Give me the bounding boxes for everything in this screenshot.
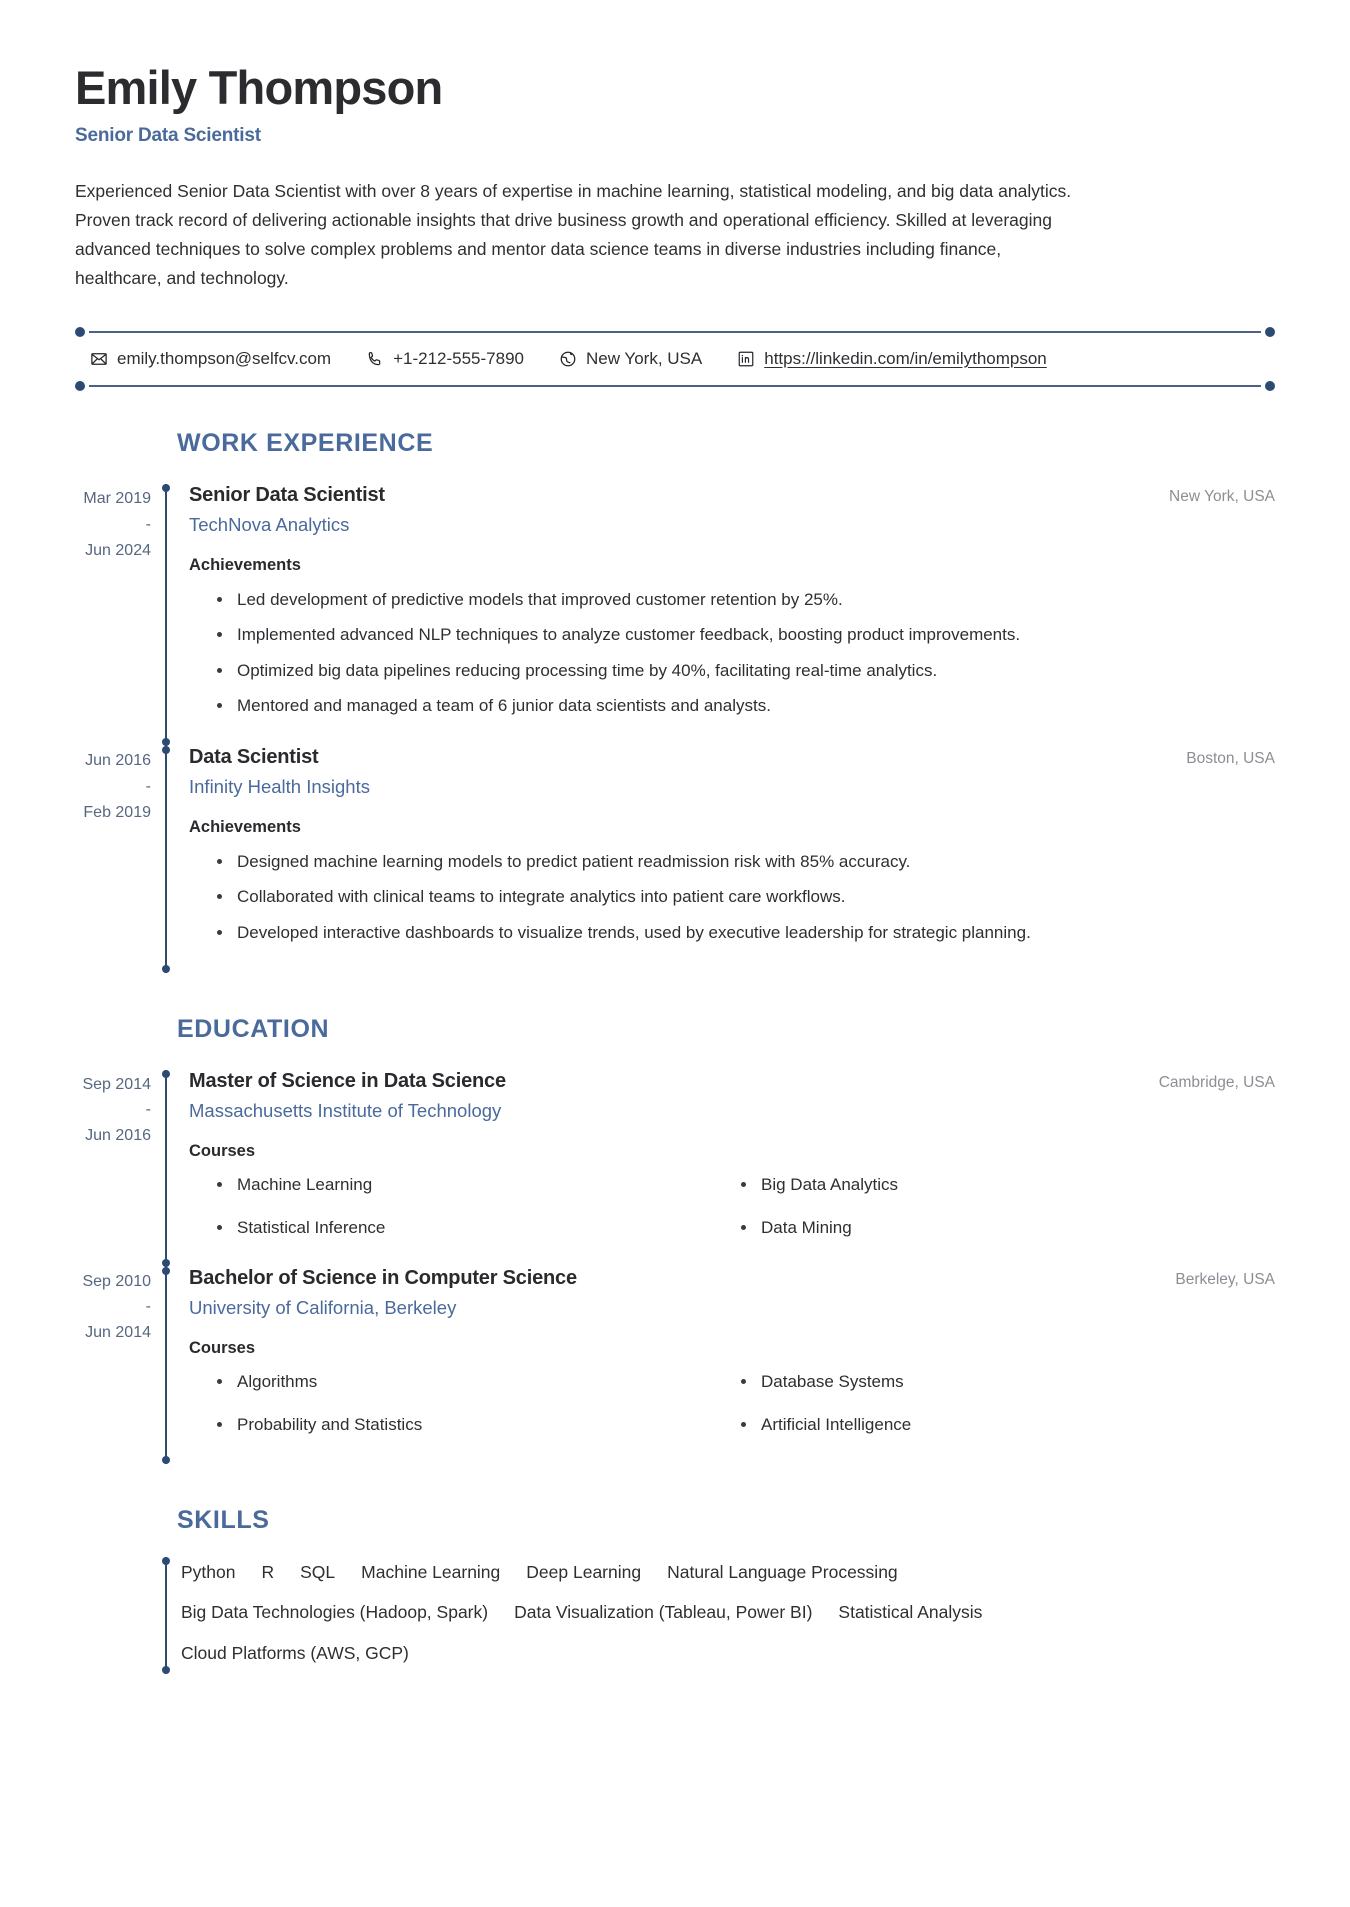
section-title-work: WORK EXPERIENCE xyxy=(177,428,434,457)
job-headline: Senior Data Scientist xyxy=(75,124,261,146)
skill-tag: Python xyxy=(181,1561,236,1582)
date-start: Sep 2014 xyxy=(82,1075,151,1093)
contact-top-rule xyxy=(89,331,1261,333)
education-entry-dates xyxy=(75,1267,165,1464)
work-entry-location: New York, USA xyxy=(1169,487,1275,505)
contact-email-text: emily.thompson@selfcv.com xyxy=(117,348,332,368)
timeline-line xyxy=(165,746,167,973)
list-item: Database Systems xyxy=(761,1369,1275,1395)
section-title-education: EDUCATION xyxy=(177,1014,330,1043)
list-item: Collaborated with clinical teams to integrate analytics into patient care workflows. xyxy=(237,883,1275,911)
education-entry-organization: Massachusetts Institute of Technology xyxy=(189,1099,502,1121)
work-entry-head xyxy=(189,484,1275,507)
contact-email[interactable] xyxy=(89,349,331,369)
contact-phone[interactable] xyxy=(365,349,524,369)
education-entry-location: Berkeley, USA xyxy=(1175,1270,1275,1288)
date-end: Jun 2024 xyxy=(85,541,151,559)
work-entry-dates xyxy=(75,484,165,746)
date-dash: - xyxy=(145,1101,151,1119)
work-entry xyxy=(75,484,1275,746)
professional-summary: Experienced Senior Data Scientist with over 8 years of expertise in machine learning, statistical modeling, and big data analytics. Proven track record of delivering actionable insights that drive business growth and operational efficiency. Skilled at leveraging advanced techniques to solve complex problems and mentor data science teams in diverse industries including finance, healthcare, and technology. xyxy=(75,180,1072,288)
contact-linkedin-text[interactable]: https://linkedin.com/in/emilythompson xyxy=(764,348,1047,368)
skill-tag: Natural Language Processing xyxy=(667,1561,898,1582)
date-dash: - xyxy=(145,515,151,533)
globe-icon xyxy=(558,349,577,368)
timeline-line xyxy=(165,1070,167,1267)
education-entry-head xyxy=(189,1070,1275,1093)
timeline-line xyxy=(165,1557,167,1675)
date-dash: - xyxy=(145,1298,151,1316)
contact-items xyxy=(75,333,1275,385)
skill-tag: Statistical Analysis xyxy=(838,1602,983,1623)
section-title-skills: SKILLS xyxy=(177,1505,270,1534)
page-title: Emily Thompson xyxy=(75,61,443,114)
date-start: Mar 2019 xyxy=(83,489,151,507)
contact-location-text: New York, USA xyxy=(586,348,703,368)
education-entry xyxy=(75,1267,1275,1464)
contact-bottom-rule xyxy=(89,385,1261,387)
date-end: Jun 2014 xyxy=(85,1324,151,1342)
timeline-line xyxy=(165,1267,167,1464)
list-item: Designed machine learning models to predict patient readmission risk with 85% accuracy. xyxy=(237,848,1275,876)
contact-linkedin[interactable] xyxy=(736,349,1047,369)
education-entry xyxy=(75,1070,1275,1267)
skill-tag: Data Visualization (Tableau, Power BI) xyxy=(514,1602,813,1623)
date-end: Feb 2019 xyxy=(83,803,151,821)
contact-phone-text: +1-212-555-7890 xyxy=(393,348,524,368)
list-item: Artificial Intelligence xyxy=(761,1412,1275,1438)
work-entry-organization: TechNova Analytics xyxy=(189,513,350,535)
education-entry-dates xyxy=(75,1070,165,1267)
work-entry-head xyxy=(189,746,1275,769)
date-dash: - xyxy=(145,777,151,795)
skill-tag: Cloud Platforms (AWS, GCP) xyxy=(181,1642,409,1663)
work-entry-title: Senior Data Scientist xyxy=(189,483,385,506)
skills-entry xyxy=(75,1557,1275,1675)
education-entry-location: Cambridge, USA xyxy=(1158,1073,1275,1091)
education-entry-subheading: Courses xyxy=(189,1338,256,1357)
timeline-line xyxy=(165,484,167,746)
education-entry-title: Bachelor of Science in Computer Science xyxy=(189,1266,577,1289)
work-entry-title: Data Scientist xyxy=(189,745,319,768)
date-end: Jun 2016 xyxy=(85,1127,151,1145)
date-start: Jun 2016 xyxy=(85,751,151,769)
skill-tag: Deep Learning xyxy=(526,1561,642,1582)
education-entry-body xyxy=(167,1070,1275,1267)
education-entry-subheading: Courses xyxy=(189,1141,256,1160)
list-item: Mentored and managed a team of 6 junior data scientists and analysts. xyxy=(237,692,1275,720)
list-item: Implemented advanced NLP techniques to analyze customer feedback, boosting product improvements. xyxy=(237,621,1275,649)
resume-header xyxy=(75,62,1275,293)
skills-spacer xyxy=(75,1557,165,1675)
list-item: Led development of predictive models that improved customer retention by 25%. xyxy=(237,586,1275,614)
list-item: Optimized big data pipelines reducing processing time by 40%, facilitating real-time analytics. xyxy=(237,657,1275,685)
work-entry-location: Boston, USA xyxy=(1186,749,1275,767)
list-item: Developed interactive dashboards to visualize trends, used by executive leadership for strategic planning. xyxy=(237,919,1275,947)
work-entry xyxy=(75,746,1275,973)
work-entry-bullets xyxy=(189,586,1275,720)
skill-tag: R xyxy=(261,1561,275,1582)
education-courses xyxy=(189,1369,1275,1438)
list-item: Algorithms xyxy=(237,1369,751,1395)
education-courses xyxy=(189,1172,1275,1241)
skills-body xyxy=(167,1557,1275,1675)
skill-tag: SQL xyxy=(300,1561,336,1582)
education-entry-body xyxy=(167,1267,1275,1464)
work-entry-subheading: Achievements xyxy=(189,817,301,836)
list-item: Data Mining xyxy=(761,1215,1275,1241)
work-entry-body xyxy=(167,746,1275,973)
skills-list xyxy=(181,1557,1061,1669)
education-entry-organization: University of California, Berkeley xyxy=(189,1296,457,1318)
work-entry-dates xyxy=(75,746,165,973)
contact-bar xyxy=(75,331,1275,387)
work-entry-organization: Infinity Health Insights xyxy=(189,775,370,797)
list-item: Probability and Statistics xyxy=(237,1412,751,1438)
linkedin-icon xyxy=(736,349,755,368)
list-item: Machine Learning xyxy=(237,1172,751,1198)
section-work-experience xyxy=(75,429,1275,973)
contact-location xyxy=(558,349,702,369)
section-skills xyxy=(75,1506,1275,1675)
work-entry-bullets xyxy=(189,848,1275,947)
phone-icon xyxy=(365,349,384,368)
work-entry-body xyxy=(167,484,1275,746)
list-item: Statistical Inference xyxy=(237,1215,751,1241)
date-start: Sep 2010 xyxy=(82,1272,151,1290)
section-education xyxy=(75,1015,1275,1464)
education-entry-head xyxy=(189,1267,1275,1290)
education-entry-title: Master of Science in Data Science xyxy=(189,1069,506,1092)
work-entry-subheading: Achievements xyxy=(189,555,301,574)
skill-tag: Big Data Technologies (Hadoop, Spark) xyxy=(181,1602,489,1623)
list-item: Big Data Analytics xyxy=(761,1172,1275,1198)
envelope-icon xyxy=(89,349,108,368)
skill-tag: Machine Learning xyxy=(361,1561,501,1582)
